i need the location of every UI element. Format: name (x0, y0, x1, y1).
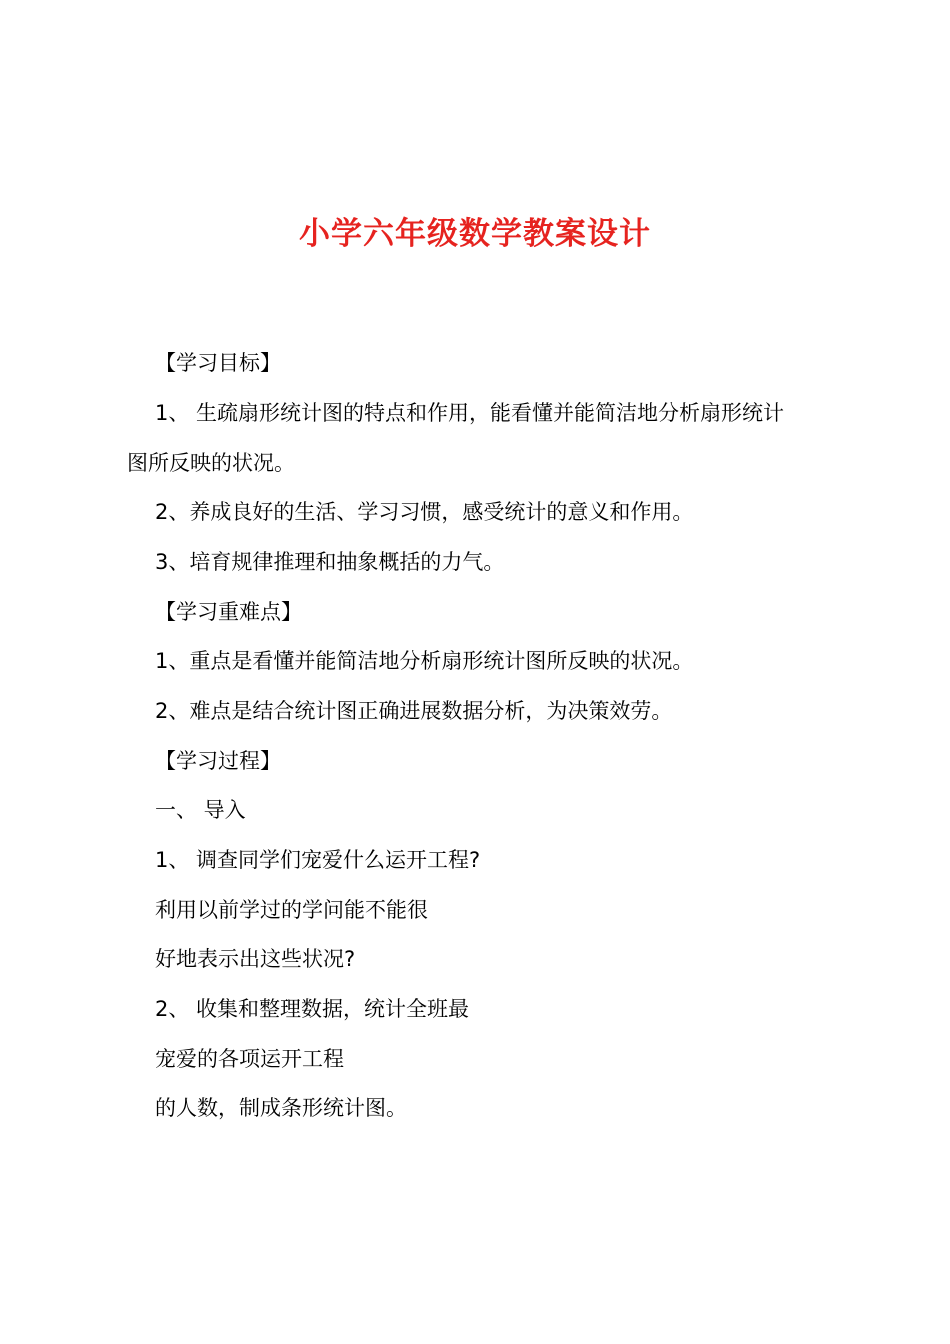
key-point-2: 2、难点是结合统计图正确进展数据分析，为决策效劳。 (155, 699, 673, 723)
process-item-1-text-line-1: 利用以前学过的学问能不能很 (155, 898, 428, 922)
process-item-1-text-line-2: 好地表示出这些状况? (155, 947, 356, 971)
process-item-2-text-line-2: 的人数，制成条形统计图。 (155, 1096, 407, 1120)
document-title: 小学六年级数学教案设计 (299, 216, 651, 252)
process-item-2: 2、 收集和整理数据，统计全班最 (155, 997, 470, 1021)
process-step-introduction: 一、 导入 (155, 798, 246, 822)
process-item-1: 1、 调查同学们宠爱什么运开工程? (155, 848, 481, 872)
section-heading-key-difficult-points: 【学习重难点】 (155, 600, 302, 624)
objective-3: 3、培育规律推理和抽象概括的力气。 (155, 550, 505, 574)
section-heading-learning-objectives: 【学习目标】 (155, 351, 281, 375)
objective-1-line-2: 图所反映的状况。 (127, 451, 295, 475)
objective-1-line-1: 1、 生疏扇形统计图的特点和作用，能看懂并能简洁地分析扇形统计 (155, 401, 785, 425)
process-item-2-text-line-1: 宠爱的各项运开工程 (155, 1047, 344, 1071)
objective-2: 2、养成良好的生活、学习习惯，感受统计的意义和作用。 (155, 500, 694, 524)
key-point-1: 1、重点是看懂并能简洁地分析扇形统计图所反映的状况。 (155, 649, 694, 673)
section-heading-learning-process: 【学习过程】 (155, 749, 281, 773)
